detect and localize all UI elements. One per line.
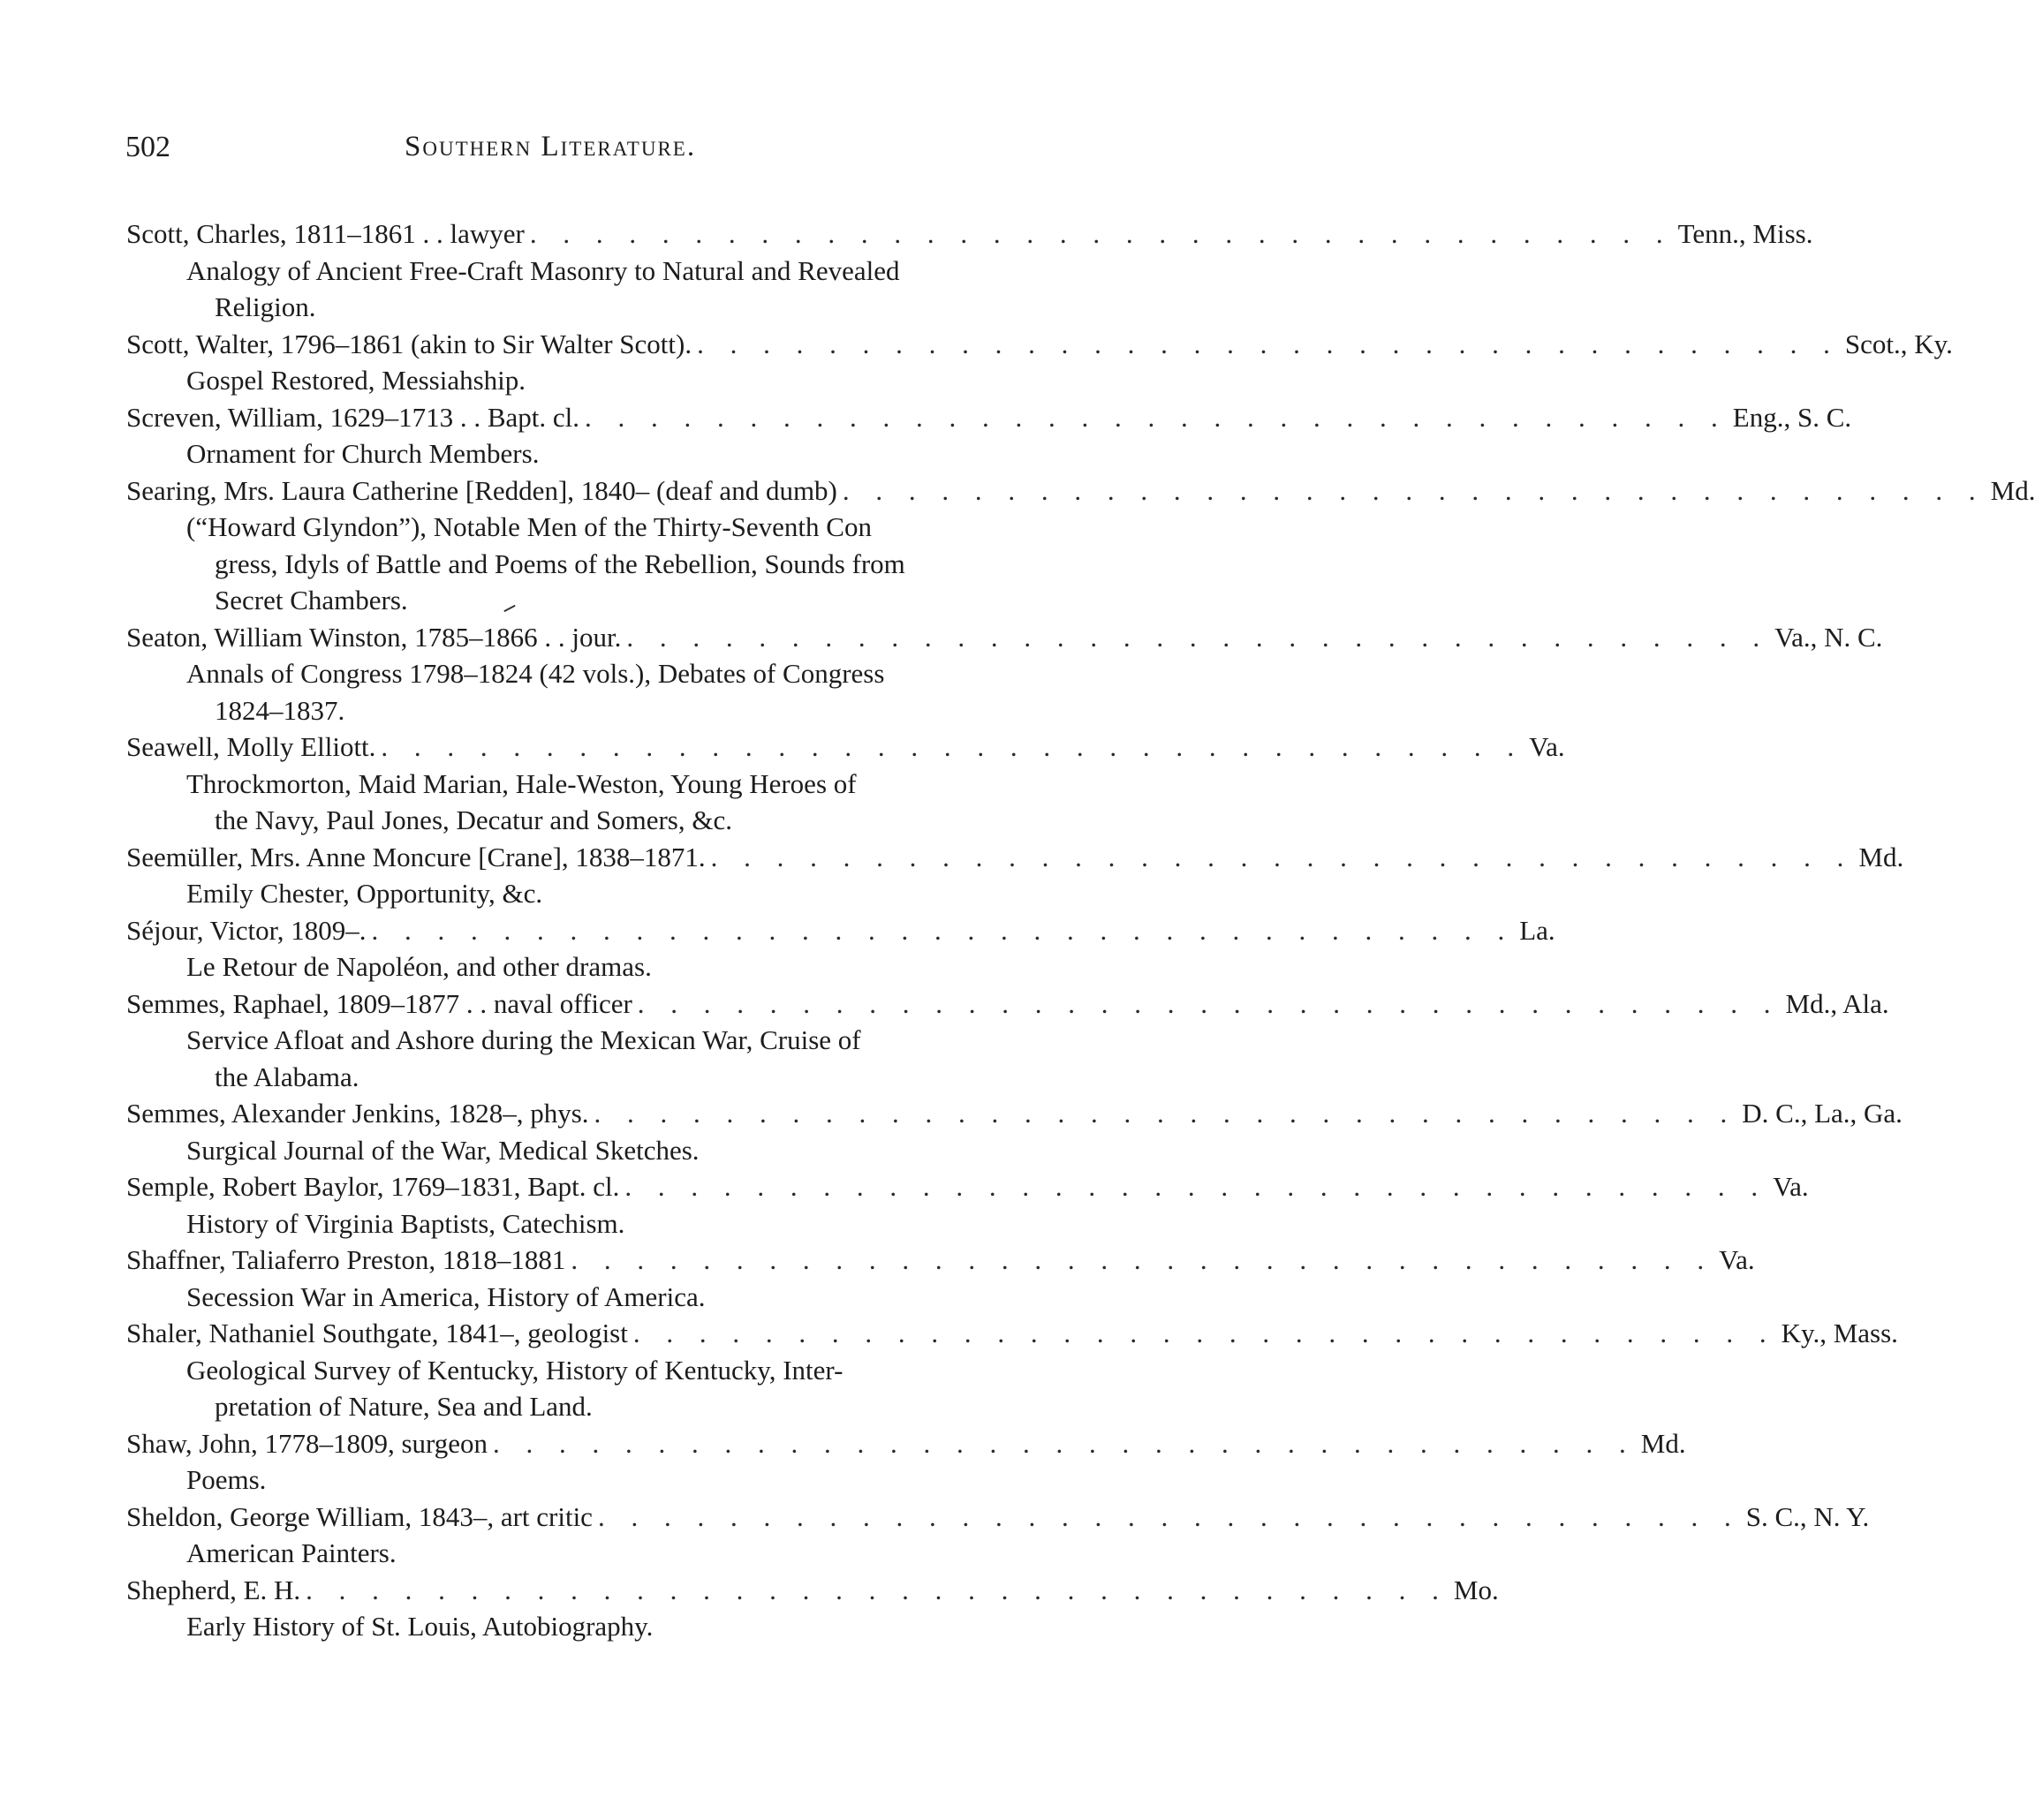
- author-entry: [126, 215, 1813, 326]
- author-works-continued: pretation of Nature, Sea and Land.: [215, 1391, 593, 1422]
- author-entry: [126, 1425, 1686, 1499]
- author-place: Md.: [1640, 1427, 1686, 1459]
- author-entry: [126, 839, 1904, 912]
- dot-leader: . . . . . . . . . . . . . . . . . . . . . . . . . . . . . . . . . . .: [624, 1171, 1768, 1202]
- dot-leader: . . . . . . . . . . . . . . . . . . . . . . . . . . . . . . . . . . .: [626, 621, 1770, 653]
- author-name: Seaton, William Winston, 1785–1866 . . jour.: [126, 621, 622, 653]
- page-number: 502: [125, 131, 170, 163]
- author-works: Poems.: [186, 1464, 267, 1495]
- author-entry: [126, 472, 2035, 619]
- author-entry: [126, 326, 1953, 399]
- author-name: Semple, Robert Baylor, 1769–1831, Bapt. cl.: [126, 1171, 620, 1202]
- author-name: Shaler, Nathaniel Southgate, 1841–, geologist: [126, 1318, 628, 1348]
- author-entry: [126, 986, 1889, 1096]
- author-entry: [126, 1572, 1499, 1645]
- author-works: Le Retour de Napoléon, and other dramas.: [186, 951, 652, 982]
- author-name: Scott, Charles, 1811–1861 . . lawyer: [126, 218, 525, 249]
- author-entry: [126, 912, 1555, 986]
- author-place: D. C., La., Ga.: [1742, 1098, 1903, 1129]
- author-works: American Painters.: [186, 1537, 397, 1568]
- author-name: Semmes, Alexander Jenkins, 1828–, phys.: [126, 1098, 589, 1129]
- author-works: Early History of St. Louis, Autobiography.: [186, 1611, 654, 1642]
- author-name: Searing, Mrs. Laura Catherine [Redden], 1840– (deaf and dumb): [126, 474, 837, 506]
- author-entry: [126, 1242, 1755, 1315]
- author-entry: [126, 1168, 1809, 1242]
- dot-leader: . . . . . . . . . . . . . . . . . . . . . . . . . . . . . . . . . . .: [381, 731, 1524, 762]
- author-works-continued: gress, Idyls of Battle and Poems of the Rebellion, Sounds from: [215, 548, 905, 579]
- author-works: Service Afloat and Ashore during the Mexican War, Cruise of: [186, 1024, 861, 1055]
- author-place: Ky., Mass.: [1781, 1318, 1898, 1348]
- author-works-continued: the Alabama.: [215, 1061, 359, 1092]
- author-works: (“Howard Glyndon”), Notable Men of the Thirty-Seventh Con: [186, 511, 872, 542]
- author-place: Va.: [1529, 731, 1565, 762]
- author-entry: [126, 729, 1565, 839]
- author-place: Md.: [1990, 474, 2035, 506]
- author-name: Seawell, Molly Elliott.: [126, 731, 376, 762]
- dot-leader: . . . . . . . . . . . . . . . . . . . . . . . . . . . . . . . . . . .: [594, 1098, 1737, 1129]
- author-entries-list: [126, 215, 2035, 1645]
- dot-leader: . . . . . . . . . . . . . . . . . . . . . . . . . . . . . . . . . . .: [632, 1318, 1776, 1348]
- dot-leader: . . . . . . . . . . . . . . . . . . . . . . . . . . . . . . . . . . .: [306, 1574, 1449, 1605]
- author-works: Gospel Restored, Messiahship.: [186, 365, 526, 396]
- author-entry: [126, 1095, 1903, 1168]
- author-place: Tenn., Miss.: [1677, 218, 1813, 249]
- author-entry: [126, 619, 1883, 729]
- dot-leader: . . . . . . . . . . . . . . . . . . . . . . . . . . . . . . . . . . .: [493, 1427, 1636, 1459]
- dot-leader: . . . . . . . . . . . . . . . . . . . . . . . . . . . . . . . . . . .: [371, 914, 1515, 946]
- author-name: Séjour, Victor, 1809–.: [126, 914, 367, 946]
- author-works: Secession War in America, History of America.: [186, 1280, 706, 1312]
- author-works: Annals of Congress 1798–1824 (42 vols.), Debates of Congress: [186, 658, 885, 689]
- author-name: Semmes, Raphael, 1809–1877 . . naval officer: [126, 987, 632, 1019]
- running-title: Southern Literature.: [405, 131, 697, 162]
- author-place: Md.: [1858, 841, 1904, 872]
- dot-leader: . . . . . . . . . . . . . . . . . . . . . . . . . . . . . . . . . . .: [585, 401, 1728, 433]
- author-place: Va., N. C.: [1774, 621, 1883, 653]
- author-place: S. C., N. Y.: [1745, 1500, 1870, 1532]
- dot-leader: . . . . . . . . . . . . . . . . . . . . . . . . . . . . . . . . . . .: [529, 218, 1673, 249]
- author-works: Throckmorton, Maid Marian, Hale-Weston, Young Heroes of: [186, 767, 857, 799]
- author-works-continued: the Navy, Paul Jones, Decatur and Somers, &c.: [215, 804, 732, 835]
- author-works-continued: Religion.: [215, 291, 316, 322]
- author-place: Va.: [1719, 1244, 1755, 1275]
- author-place: Eng., S. C.: [1732, 401, 1852, 433]
- author-name: Shepherd, E. H.: [126, 1574, 301, 1605]
- author-name: Shaffner, Taliaferro Preston, 1818–1881: [126, 1244, 566, 1275]
- author-place: Mo.: [1453, 1574, 1499, 1605]
- author-name: Scott, Walter, 1796–1861 (akin to Sir Walter Scott).: [126, 328, 692, 359]
- author-entry: [126, 399, 1852, 472]
- author-works: Geological Survey of Kentucky, History of Kentucky, Inter-: [186, 1354, 844, 1386]
- page-header: [125, 131, 1123, 175]
- dot-leader: . . . . . . . . . . . . . . . . . . . . . . . . . . . . . . . . . . .: [571, 1244, 1714, 1275]
- dot-leader: . . . . . . . . . . . . . . . . . . . . . . . . . . . . . . . . . . .: [710, 841, 1854, 872]
- author-entry: [126, 1499, 1870, 1572]
- author-works-continued: Secret Chambers.: [215, 585, 408, 615]
- author-name: Sheldon, George William, 1843–, art critic: [126, 1500, 593, 1532]
- author-place: Scot., Ky.: [1844, 328, 1953, 359]
- author-place: La.: [1519, 914, 1555, 946]
- dot-leader: . . . . . . . . . . . . . . . . . . . . . . . . . . . . . . . . . . .: [842, 474, 1986, 506]
- author-entry: [126, 1315, 1898, 1425]
- author-place: Va.: [1773, 1171, 1809, 1202]
- author-name: Shaw, John, 1778–1809, surgeon: [126, 1427, 488, 1459]
- author-works: Surgical Journal of the War, Medical Sketches.: [186, 1134, 700, 1166]
- dot-leader: . . . . . . . . . . . . . . . . . . . . . . . . . . . . . . . . . . .: [697, 328, 1840, 359]
- dot-leader: . . . . . . . . . . . . . . . . . . . . . . . . . . . . . . . . . . .: [597, 1500, 1741, 1532]
- dot-leader: . . . . . . . . . . . . . . . . . . . . . . . . . . . . . . . . . . .: [637, 987, 1781, 1019]
- author-works: History of Virginia Baptists, Catechism.: [186, 1207, 625, 1239]
- author-works-continued: 1824–1837.: [215, 694, 345, 726]
- author-name: Screven, William, 1629–1713 . . Bapt. cl.: [126, 401, 580, 433]
- author-works: Analogy of Ancient Free-Craft Masonry to Natural and Revealed: [186, 254, 900, 286]
- author-place: Md., Ala.: [1785, 987, 1889, 1019]
- author-works: Ornament for Church Members.: [186, 438, 540, 469]
- author-works: Emily Chester, Opportunity, &c.: [186, 878, 543, 909]
- author-name: Seemüller, Mrs. Anne Moncure [Crane], 1838–1871.: [126, 841, 706, 872]
